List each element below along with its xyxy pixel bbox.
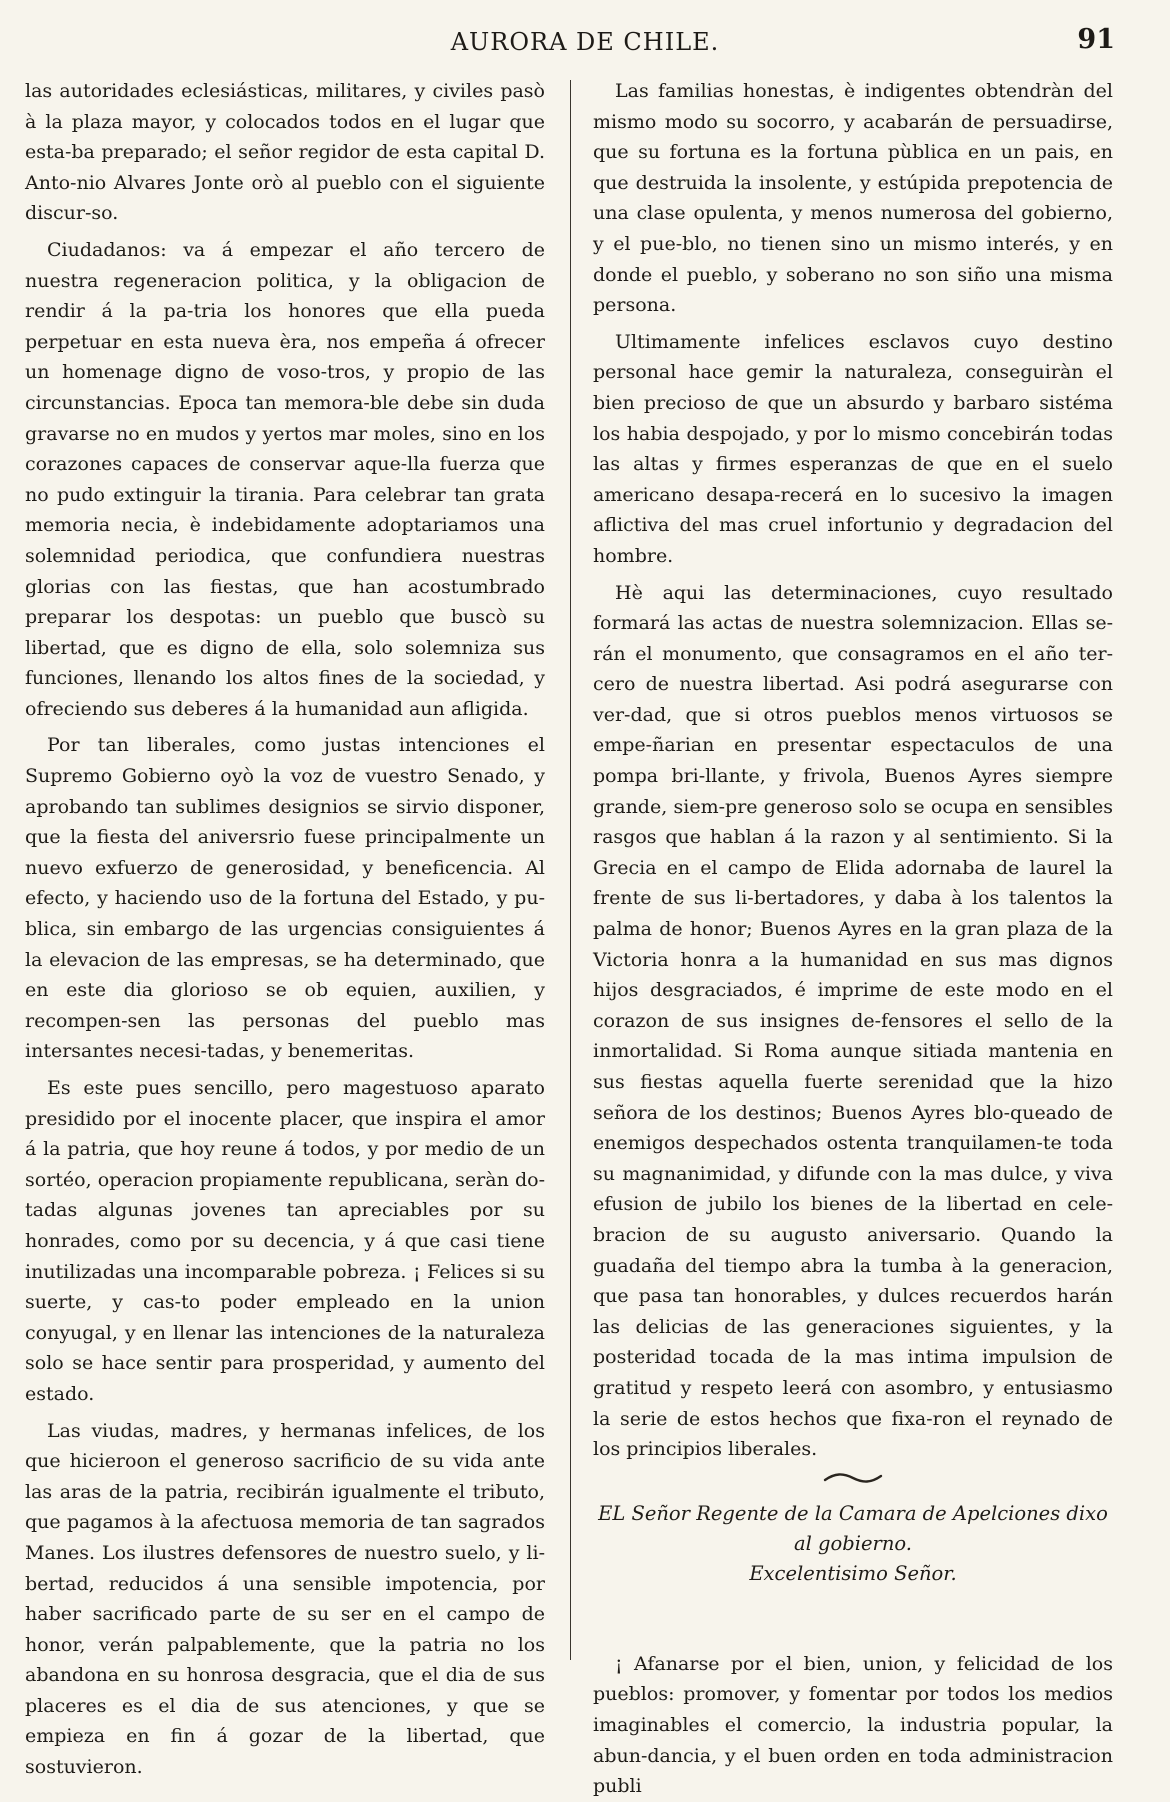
paragraph: Por tan liberales, como justas intenciones el Supremo Gobierno oyò la voz de vuestro Senado, y aprobando tan sublimes designios se sirvio disponer, que la fiesta del aniversrio fuese principalmente un nuevo exfuerzo de generosidad, y beneficencia. Al efecto, y haciendo uso de la fortuna del Estado, y pu-blica, sin embargo de las urgencias consiguientes á la elevacion de las empresas, se ha determinado, que en este dia glorioso se ob equien, auxilien, y recompen-sen las personas del pueblo mas intersantes necesi-tadas, y benemeritas. bbox=[25, 734, 545, 1063]
section-heading: EL Señor Regente de la Camara de Apelciones dixo al gobierno. bbox=[598, 1501, 1108, 1555]
swash-ornament-icon bbox=[823, 1471, 883, 1485]
paragraph: ¡ Afanarse por el bien, union, y felicidad de los pueblos: promover, y fomentar por todos los medios imaginables el comercio, la industria popular, la abun-dancia, y el buen orden en toda administracion publi bbox=[593, 1652, 1113, 1798]
page-number: 91 bbox=[1077, 24, 1115, 55]
paragraph: Ultimamente infelices esclavos cuyo destino personal hace gemir la naturaleza, conseguiràn el bien precioso de que un absurdo y barbaro sistéma los habia despojado, y por lo mismo concebirán todas las altas y firmes esperanzas de que en el suelo americano desapa-recerá en lo sucesivo la imagen aflictiva del mas cruel infortunio y degradacion del hombre. bbox=[593, 330, 1113, 567]
paragraph: Hè aqui las determinaciones, cuyo resultado formará las actas de nuestra solemnizacion. Ellas se-rán el monumento, que consagramos en el año ter-cero de nuestra libertad. Asi podrá asegurarse con ver-dad, que si otros pueblos menos virtuosos se empe-ñarian en presentar espectaculos de una pompa bri-llante, y frivola, Buenos Ayres siempre grande, siem-pre generoso solo se ocupa en sensibles rasgos que hablan á la razon y al sentimiento. Si la Grecia en el campo de Elida adornaba de laurel la frente de sus li-bertadores, y daba à los talentos la palma de honor; Buenos Ayres en la gran plaza de la Victoria honra a la humanidad en sus mas dignos hijos desgraciados, é imprime de este modo en el corazon de sus insignes de-fensores el sello de la inmortalidad. Si Roma aunque sitiada mantenia en sus fiestas aquella fuerte serenidad que la hizo señora de los destinos; Buenos Ayres blo-queado de enemigos despechados ostenta tranquilamen-te toda su magnanimidad, y difunde con la mas dulce, y viva efusion de jubilo los bienes de la libertad en cele-bracion de su augusto aniversario. Quando la guadaña del tiempo abra la tumba à la generacion, que pasa tan honorables, y dulces recuerdos harán las delicias de las generaciones siguientes, y la posteridad tocada de la mas intima impulsion de gratitud y respeto leerá con asombro, y entusiasmo la serie de estos hechos que fixa-ron el reynado de los principios liberales. bbox=[593, 581, 1113, 1461]
column-divider bbox=[570, 80, 571, 1660]
paragraph: las autoridades eclesiásticas, militares, y civiles pasò à la plaza mayor, y colocados todos en el lugar que esta-ba preparado; el señor regidor de esta capital D. Anto-nio Alvares Jonte orò al pueblo con el siguiente discur-so. bbox=[25, 80, 545, 225]
paragraph: Las familias honestas, è indigentes obtendràn del mismo modo su socorro, y acabarán de persuadirse, que su fortuna es la fortuna pùblica en un pais, en que destruida la insolente, y estúpida prepotencia de una clase opulenta, y menos numerosa del gobierno, y el pue-blo, no tienen sino un mismo interés, y en donde el pueblo, y soberano no son siño una misma persona. bbox=[593, 80, 1113, 317]
running-head bbox=[0, 24, 1170, 68]
paragraph: Es este pues sencillo, pero magestuoso aparato presidido por el inocente placer, que inspira el amor á la patria, que hoy reune á todos, y por medio de un sortéo, operacion propiamente republicana, seràn do-tadas algunas jovenes tan apreciables por su honrades, como por su decencia, y á que casi tiene inutilizadas una incomparable pobreza. ¡ Felices si su suerte, y cas-to poder empleado en la union conyugal, y en llenar las intenciones de la naturaleza solo se hace sentir para prosperidad, y aumento del estado. bbox=[25, 1077, 545, 1405]
paragraph: Ciudadanos: va á empezar el año tercero de nuestra regeneracion politica, y la obligacion de rendir á la pa-tria los honores que ella pueda perpetuar en esta nueva èra, nos empeña á ofrecer un homenage digno de voso-tros, y propio de las circunstancias. Epoca tan memora-ble debe sin duda gravarse no en mudos y yertos mar moles, sino en los corazones capaces de conservar aque-lla fuerza que no pudo extinguir la tirania. Para celebrar tan grata memoria necia, è indebidamente adoptariamos una solemnidad periodica, que confundiera nuestras glorias con las fiestas, que han acostumbrado preparar los despotas: un pueblo que buscò su libertad, que es digno de ella, solo solemniza sus funciones, llenando los altos fines de la sociedad, y ofreciendo sus deberes á la humanidad aun afligida. bbox=[25, 238, 545, 720]
running-title: AURORA DE CHILE. bbox=[450, 28, 720, 56]
section-subheading: Excelentisimo Señor. bbox=[749, 1561, 957, 1585]
right-column bbox=[593, 76, 1113, 1798]
left-column bbox=[25, 76, 545, 1779]
paragraph: Las viudas, madres, y hermanas infelices, de los que hicieroon el generoso sacrificio de su vida ante las aras de la patria, recibirán igualmente el tributo, que pagamos à la afectuosa memoria de tan sagrados Manes. Los ilustres defensores de nuestro suelo, y li-bertad, reducidos á una sensible impotencia, por haber sacrificado parte de su ser en el campo de honor, verán palpablemente, que la patria no los abandona en su honrosa desgracia, que el dia de sus placeres es el dia de sus atenciones, y que se empieza en fin á gozar de la libertad, que sostuvieron. bbox=[25, 1419, 545, 1779]
